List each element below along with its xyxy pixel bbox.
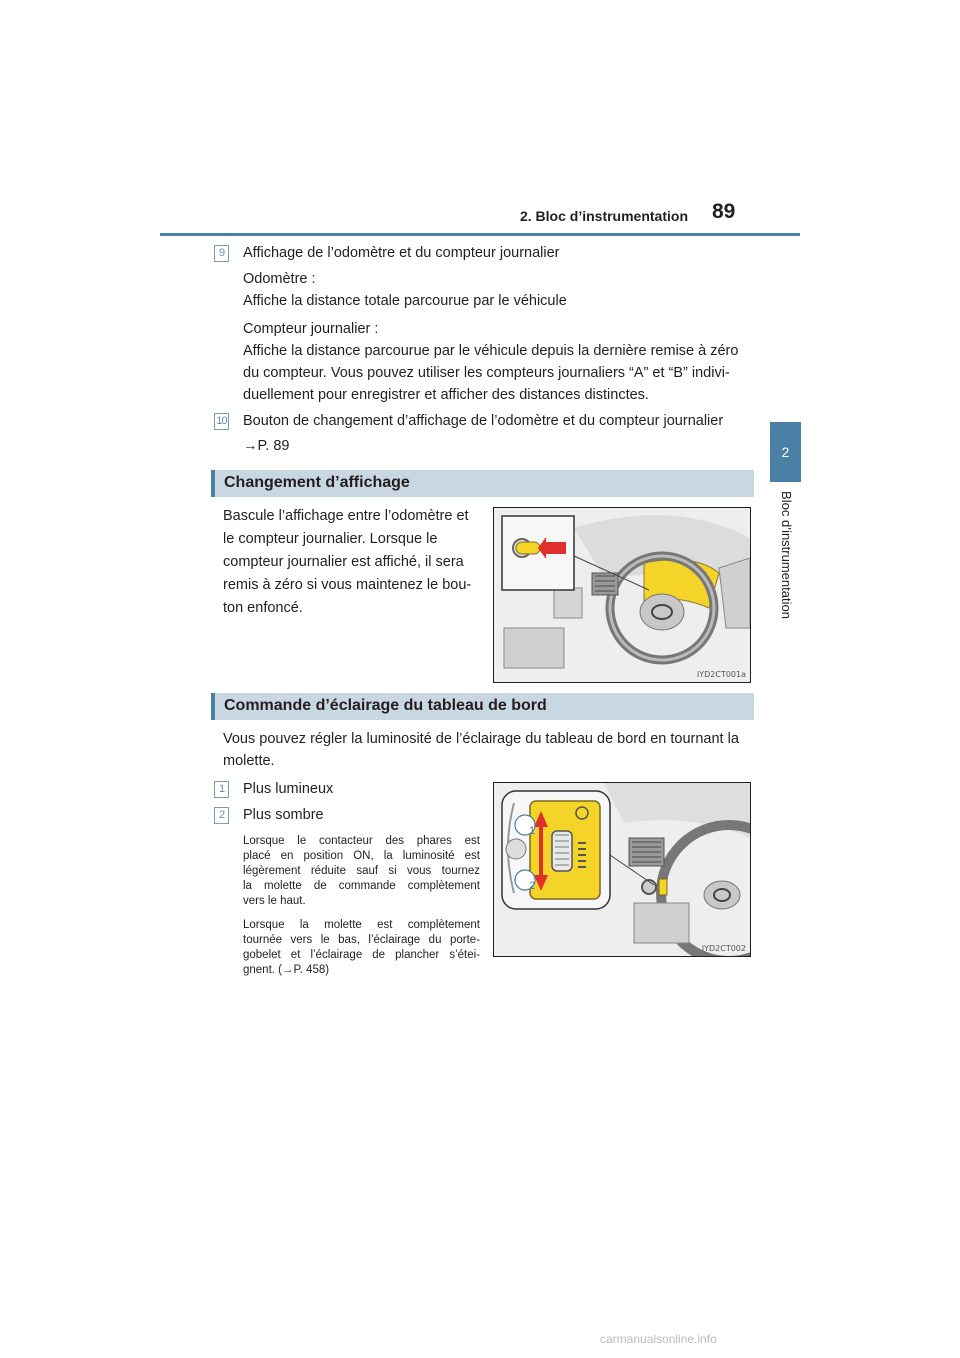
section1-line: compteur journalier est affiché, il sera [223, 554, 464, 570]
note-line: vers le haut. [243, 895, 306, 907]
note-line: légèrement réduite sauf si vous tournez [243, 865, 480, 877]
item-9-title: Affichage de l’odomètre et du compteur journalier [243, 245, 560, 261]
note-line: gobelet et l’éclairage de plancher s’étei- [243, 949, 480, 961]
section2-intro-line1: Vous pouvez régler la luminosité de l’éclairage du tableau de bord en tournant la [223, 731, 739, 747]
list-badge-2: 2 [214, 807, 229, 824]
callout-1-label: 1 [529, 825, 536, 837]
display-change-button-highlight [516, 542, 540, 554]
item-10-title: Bouton de changement d’affichage de l’odomètre et du compteur journalier [243, 413, 724, 429]
item-badge-10: 10 [214, 413, 229, 430]
note-line: Lorsque le contacteur des phares est [243, 835, 480, 847]
figure-steering-wheel-display-button [493, 507, 751, 683]
chapter-tab-label: Bloc d’instrumentation [779, 491, 794, 619]
trip-meter-description-line1: Affiche la distance parcourue par le véhicule depuis la dernière remise à zéro [243, 343, 739, 359]
note-line: placé en position ON, la luminosité est [243, 850, 480, 862]
odometer-description: Affiche la distance totale parcourue par le véhicule [243, 293, 567, 309]
chapter-tab[interactable]: 2 [770, 422, 801, 482]
note-line: Lorsque la molette est complètement [243, 919, 480, 931]
header-rule [160, 233, 800, 236]
section1-line: Bascule l’affichage entre l’odomètre et [223, 508, 469, 524]
odometer-label: Odomètre : [243, 271, 316, 287]
figure-code: IYD2CT001a [696, 670, 746, 679]
page-number: 89 [712, 200, 736, 223]
section1-line: ton enfoncé. [223, 600, 303, 616]
trip-meter-description-line2: du compteur. Vous pouvez utiliser les compteurs journaliers “A” et “B” indivi- [243, 365, 730, 381]
trip-meter-description-line3: duellement pour enregistrer et afficher des distances distinctes. [243, 387, 649, 403]
callout-2-label: 2 [529, 880, 536, 892]
brighter-label: Plus lumineux [243, 781, 334, 797]
note-headlight-on [243, 834, 480, 909]
item-badge-9: 9 [214, 245, 229, 262]
darker-label: Plus sombre [243, 807, 324, 823]
list-badge-1: 1 [214, 781, 229, 798]
trip-meter-label: Compteur journalier : [243, 321, 379, 337]
figure-code: IYD2CT002 [701, 944, 746, 953]
section-title: Changement d’affichage [224, 474, 410, 491]
note-line: tournée vers le bas, l’éclairage du porte- [243, 934, 480, 946]
section-header-display-change [211, 470, 754, 497]
section1-line: remis à zéro si vous maintenez le bou- [223, 577, 472, 593]
section2-intro-line2: molette. [223, 753, 275, 769]
section1-text [223, 505, 471, 620]
section-title: Commande d’éclairage du tableau de bord [224, 697, 547, 714]
note-dial-down [243, 918, 480, 978]
section1-line: le compteur journalier. Lorsque le [223, 531, 438, 547]
chapter-title: 2. Bloc d’instrumentation [519, 208, 688, 224]
note-line: la molette de commande complètement [243, 880, 480, 892]
watermark: carmanualsonline.info [600, 1332, 717, 1346]
steering-wheel-illustration [494, 508, 750, 682]
page-reference-link[interactable]: →P. 89 [243, 438, 290, 454]
figure-panel-light-dial [493, 782, 751, 957]
dashboard-dial-illustration [494, 783, 750, 956]
note-line: gnent. (→P. 458) [243, 964, 330, 976]
section-header-panel-light-control [211, 693, 754, 720]
